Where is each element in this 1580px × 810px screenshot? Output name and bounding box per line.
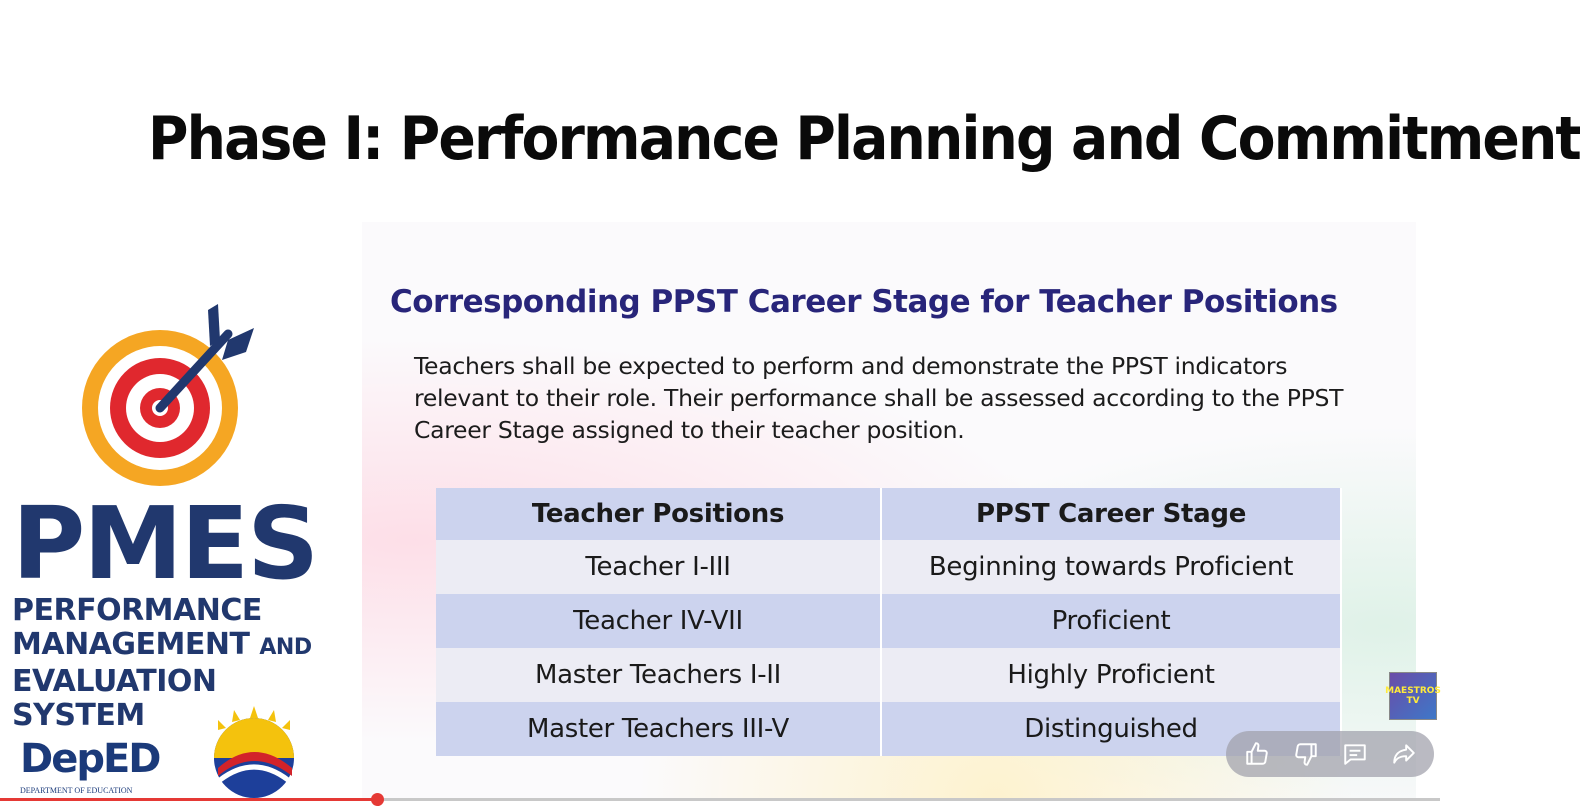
cell-career-stage: Distinguished: [881, 702, 1341, 756]
cell-career-stage: Beginning towards Proficient: [881, 540, 1341, 594]
share-icon: [1391, 741, 1417, 767]
share-button[interactable]: [1386, 736, 1422, 772]
table-row: [436, 648, 1341, 702]
like-button[interactable]: [1239, 736, 1275, 772]
table-row: [436, 702, 1341, 756]
career-stage-table: [436, 488, 1342, 756]
comment-icon: [1342, 741, 1368, 767]
comment-button[interactable]: [1337, 736, 1373, 772]
cell-position: Master Teachers I-II: [436, 648, 881, 702]
cell-position: Master Teachers III-V: [436, 702, 881, 756]
video-action-bar: [1226, 731, 1434, 777]
pmes-line-2: MANAGEMENT AND: [12, 627, 312, 662]
table-header-row: [436, 488, 1341, 540]
like-icon: [1244, 741, 1270, 767]
pmes-wordmark: PMES: [12, 485, 318, 602]
deped-tagline: DEPARTMENT OF EDUCATION: [20, 786, 133, 795]
deped-wordmark: DepED: [20, 736, 160, 782]
slide-panel: [362, 222, 1416, 800]
cell-career-stage: Highly Proficient: [881, 648, 1341, 702]
column-header-career-stage: PPST Career Stage: [881, 488, 1341, 540]
column-header-positions: Teacher Positions: [436, 488, 881, 540]
philippine-seal-icon: [200, 706, 308, 798]
dislike-icon: [1293, 741, 1319, 767]
progress-fill: [0, 798, 377, 801]
cell-position: Teacher IV-VII: [436, 594, 881, 648]
table-row: [436, 540, 1341, 594]
pmes-line-1: PERFORMANCE: [12, 593, 262, 628]
pmes-line-3: EVALUATION SYSTEM: [12, 664, 217, 733]
slide-body-text: Teachers shall be expected to perform and demonstrate the PPST indicators relevant to their role. Their performance shall be assessed according to the PPST Career Stage assigned to their teacher position.: [414, 352, 1344, 444]
slide-heading: Corresponding PPST Career Stage for Teacher Positions: [390, 284, 1338, 320]
progress-scrubber[interactable]: [371, 793, 384, 806]
cell-position: Teacher I-III: [436, 540, 881, 594]
deped-logo: [16, 728, 166, 798]
phase-title: Phase I: Performance Planning and Commitment: [148, 104, 1580, 174]
table-row: [436, 594, 1341, 648]
cell-career-stage: Proficient: [881, 594, 1341, 648]
channel-avatar[interactable]: MAESTROS TV: [1389, 672, 1437, 720]
target-arrow-logo: [78, 300, 258, 490]
dislike-button[interactable]: [1288, 736, 1324, 772]
